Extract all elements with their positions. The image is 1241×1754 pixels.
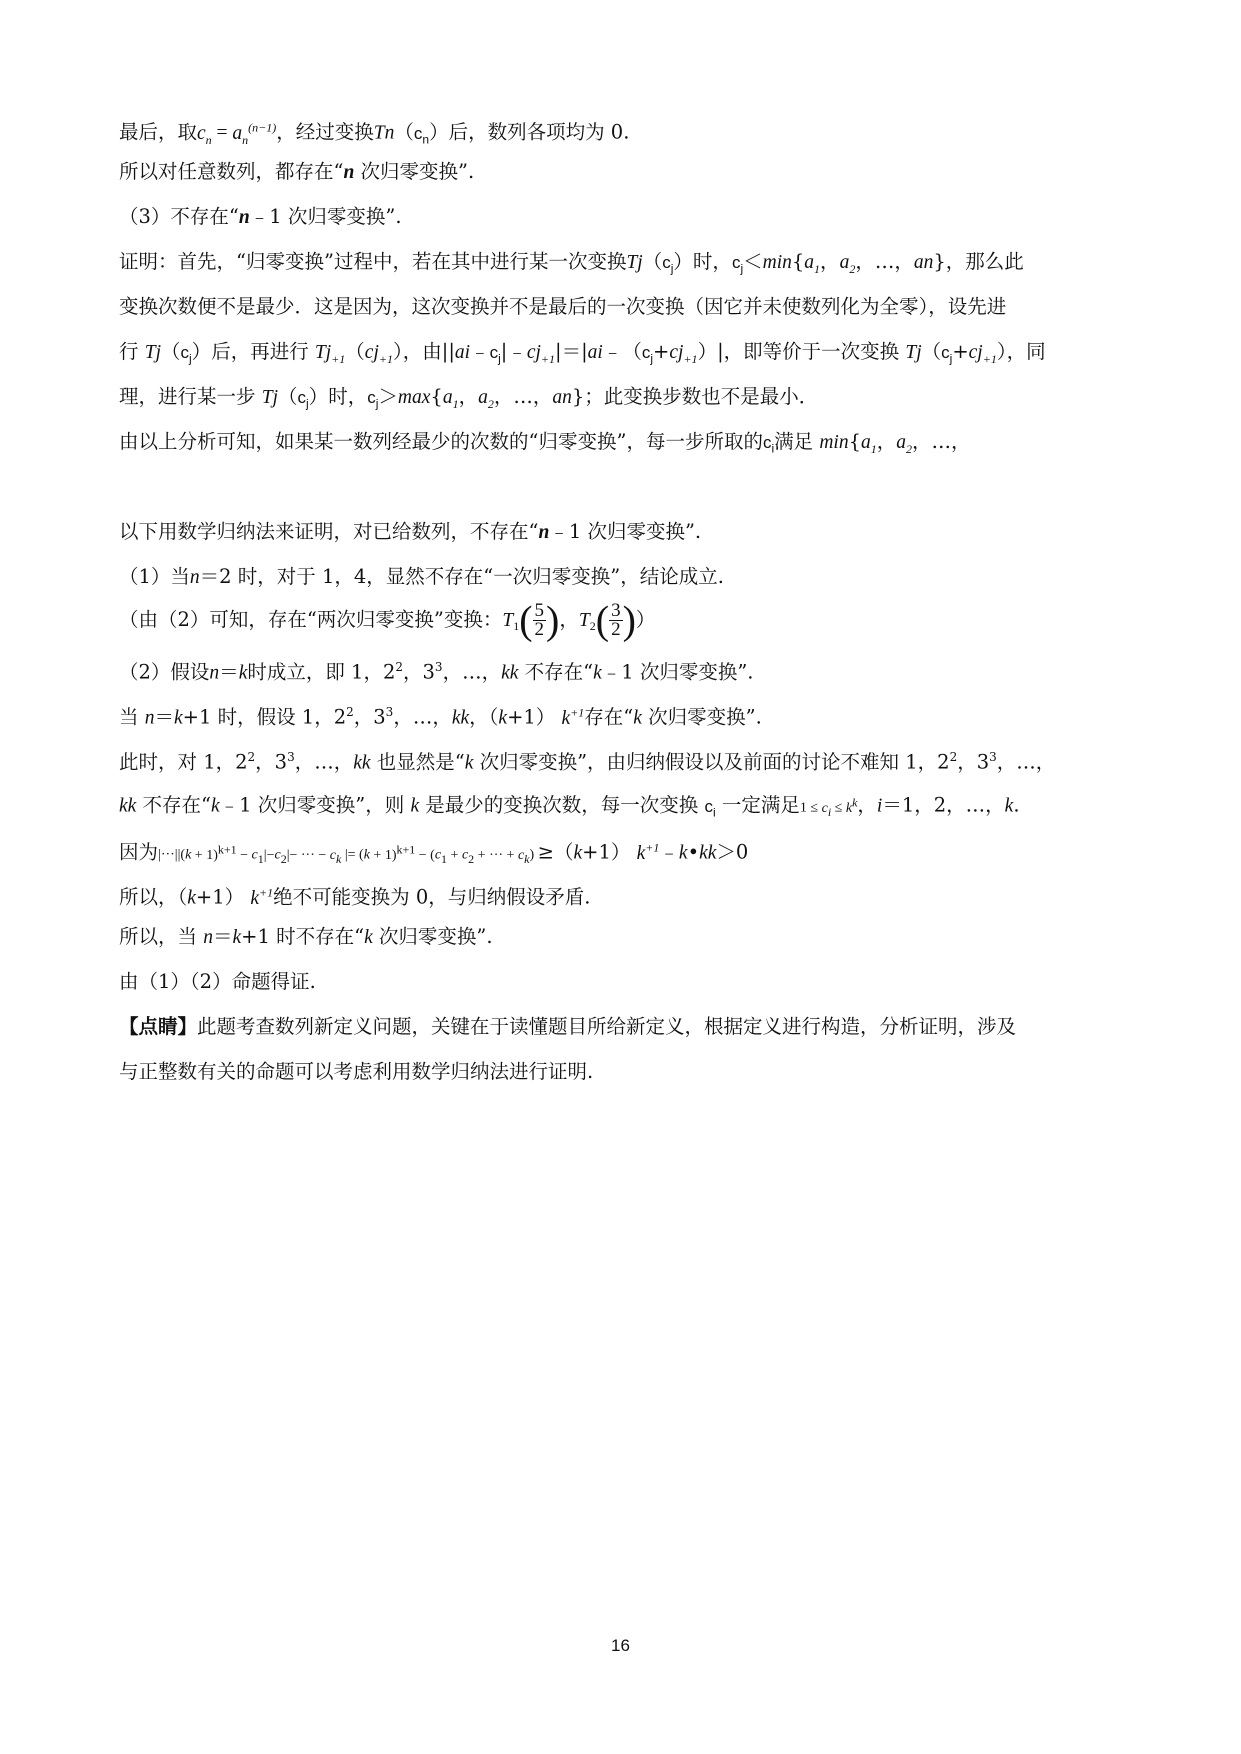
line-18: 所以，当 n＝k+1 时不存在“k 次归零变换”. [119,925,493,948]
line-20: 【点睛】此题考查数列新定义问题，关键在于读懂题目所给新定义，根据定义进行构造，分析证明，涉及 [119,1015,1017,1038]
line-21: 与正整数有关的命题可以考虑利用数学归纳法进行证明. [119,1060,594,1083]
line-8: 由以上分析可知，如果某一数列经最少的次数的“归零变换”，每一步所取的$c_i$满足 $\min\{a_1$，$a_2$，…， [119,430,971,456]
line-11: （由（2）可知，存在“两次归零变换”变换：$T_1$( $\frac{5}{2}$ )，$T_2$( $\frac{3}{2}$ )） [119,597,656,643]
line-5: 变换次数便不是最少．这是因为，这次变换并不是最后的一次变换（因它并未使数列化为全零），设先进 [119,295,1007,318]
line-16: 因为$|\cdot\cdot\cdot||(k + 1)^{k+1} - c_1|-c_2|-$ ··· − $c_k$ |= $(k + 1)^{k+1} - (c_1 + c_2$ + ··· + $c_k) \ge(k+1)$ $k^{+1}﹣k•kk>0$ [119,840,749,866]
line-4: 证明：首先，“归零变换”过程中，若在其中进行某一次变换$Tj(c_j)$时，$c_j<\min\{a_1$，$a_2$，…，an}，那么此 [119,250,1024,276]
line-6: 行 $Tj(c_j)$后，再进行 $Tj_{+1}(cj_{+1})$，由$||ai﹣c_j|﹣cj_{+1}|=|ai﹣(c_j+cj_{+1})|$，即等价于一次变换 $Tj(c_j+cj_{+1})$，同 [119,340,1046,366]
line-17: 所以，（k+1） $k^{+1}$绝不可能变换为 0，与归纳假设矛盾. [119,885,591,909]
line-12: （2）假设n＝k时成立，即 1，$2^2$，$3^3$，…，kk 不存在“k﹣1 次归零变换”. [119,660,754,684]
line-1: 最后，取$c_n = a_n^{(n-1)}$，经过变换$Tn(c_n)$后，数列各项均为 0. [119,120,630,147]
line-3: （3）不存在“n﹣1 次归零变换”. [119,205,402,228]
line-14: 此时，对 1，$2^2$，$3^3$，…，kk 也显然是“k 次归零变换”，由归纳假设以及前面的讨论不难知 1，$2^2$，$3^3$，…， [119,750,1056,774]
page-number: 16 [611,1636,630,1655]
line-13: 当 n＝k+1 时，假设 1，$2^2$，$3^3$，…，kk，（k+1） $k^{+1}$存在“k 次归零变换”. [119,705,762,729]
line-15: kk 不存在“k﹣1 次归零变换”，则 k 是最少的变换次数，每一次变换 $c_i$ 一定满足$1 \le c_i \le k^k$，i＝1，2，…，k. [119,793,1020,820]
line-2: 所以对任意数列，都存在“n 次归零变换”. [119,160,475,183]
line-19: 由（1）（2）命题得证. [119,970,316,993]
line-7: 理，进行某一步 $Tj(c_j)$时，$c_j>\max\{a_1$，$a_2$，…，an}；此变换步数也不是最小． [119,385,819,411]
line-10: （1）当n＝2 时，对于 1，4，显然不存在“一次归零变换”，结论成立. [119,565,724,588]
line-9: 以下用数学归纳法来证明，对已给数列，不存在“n﹣1 次归零变换”. [119,520,702,543]
